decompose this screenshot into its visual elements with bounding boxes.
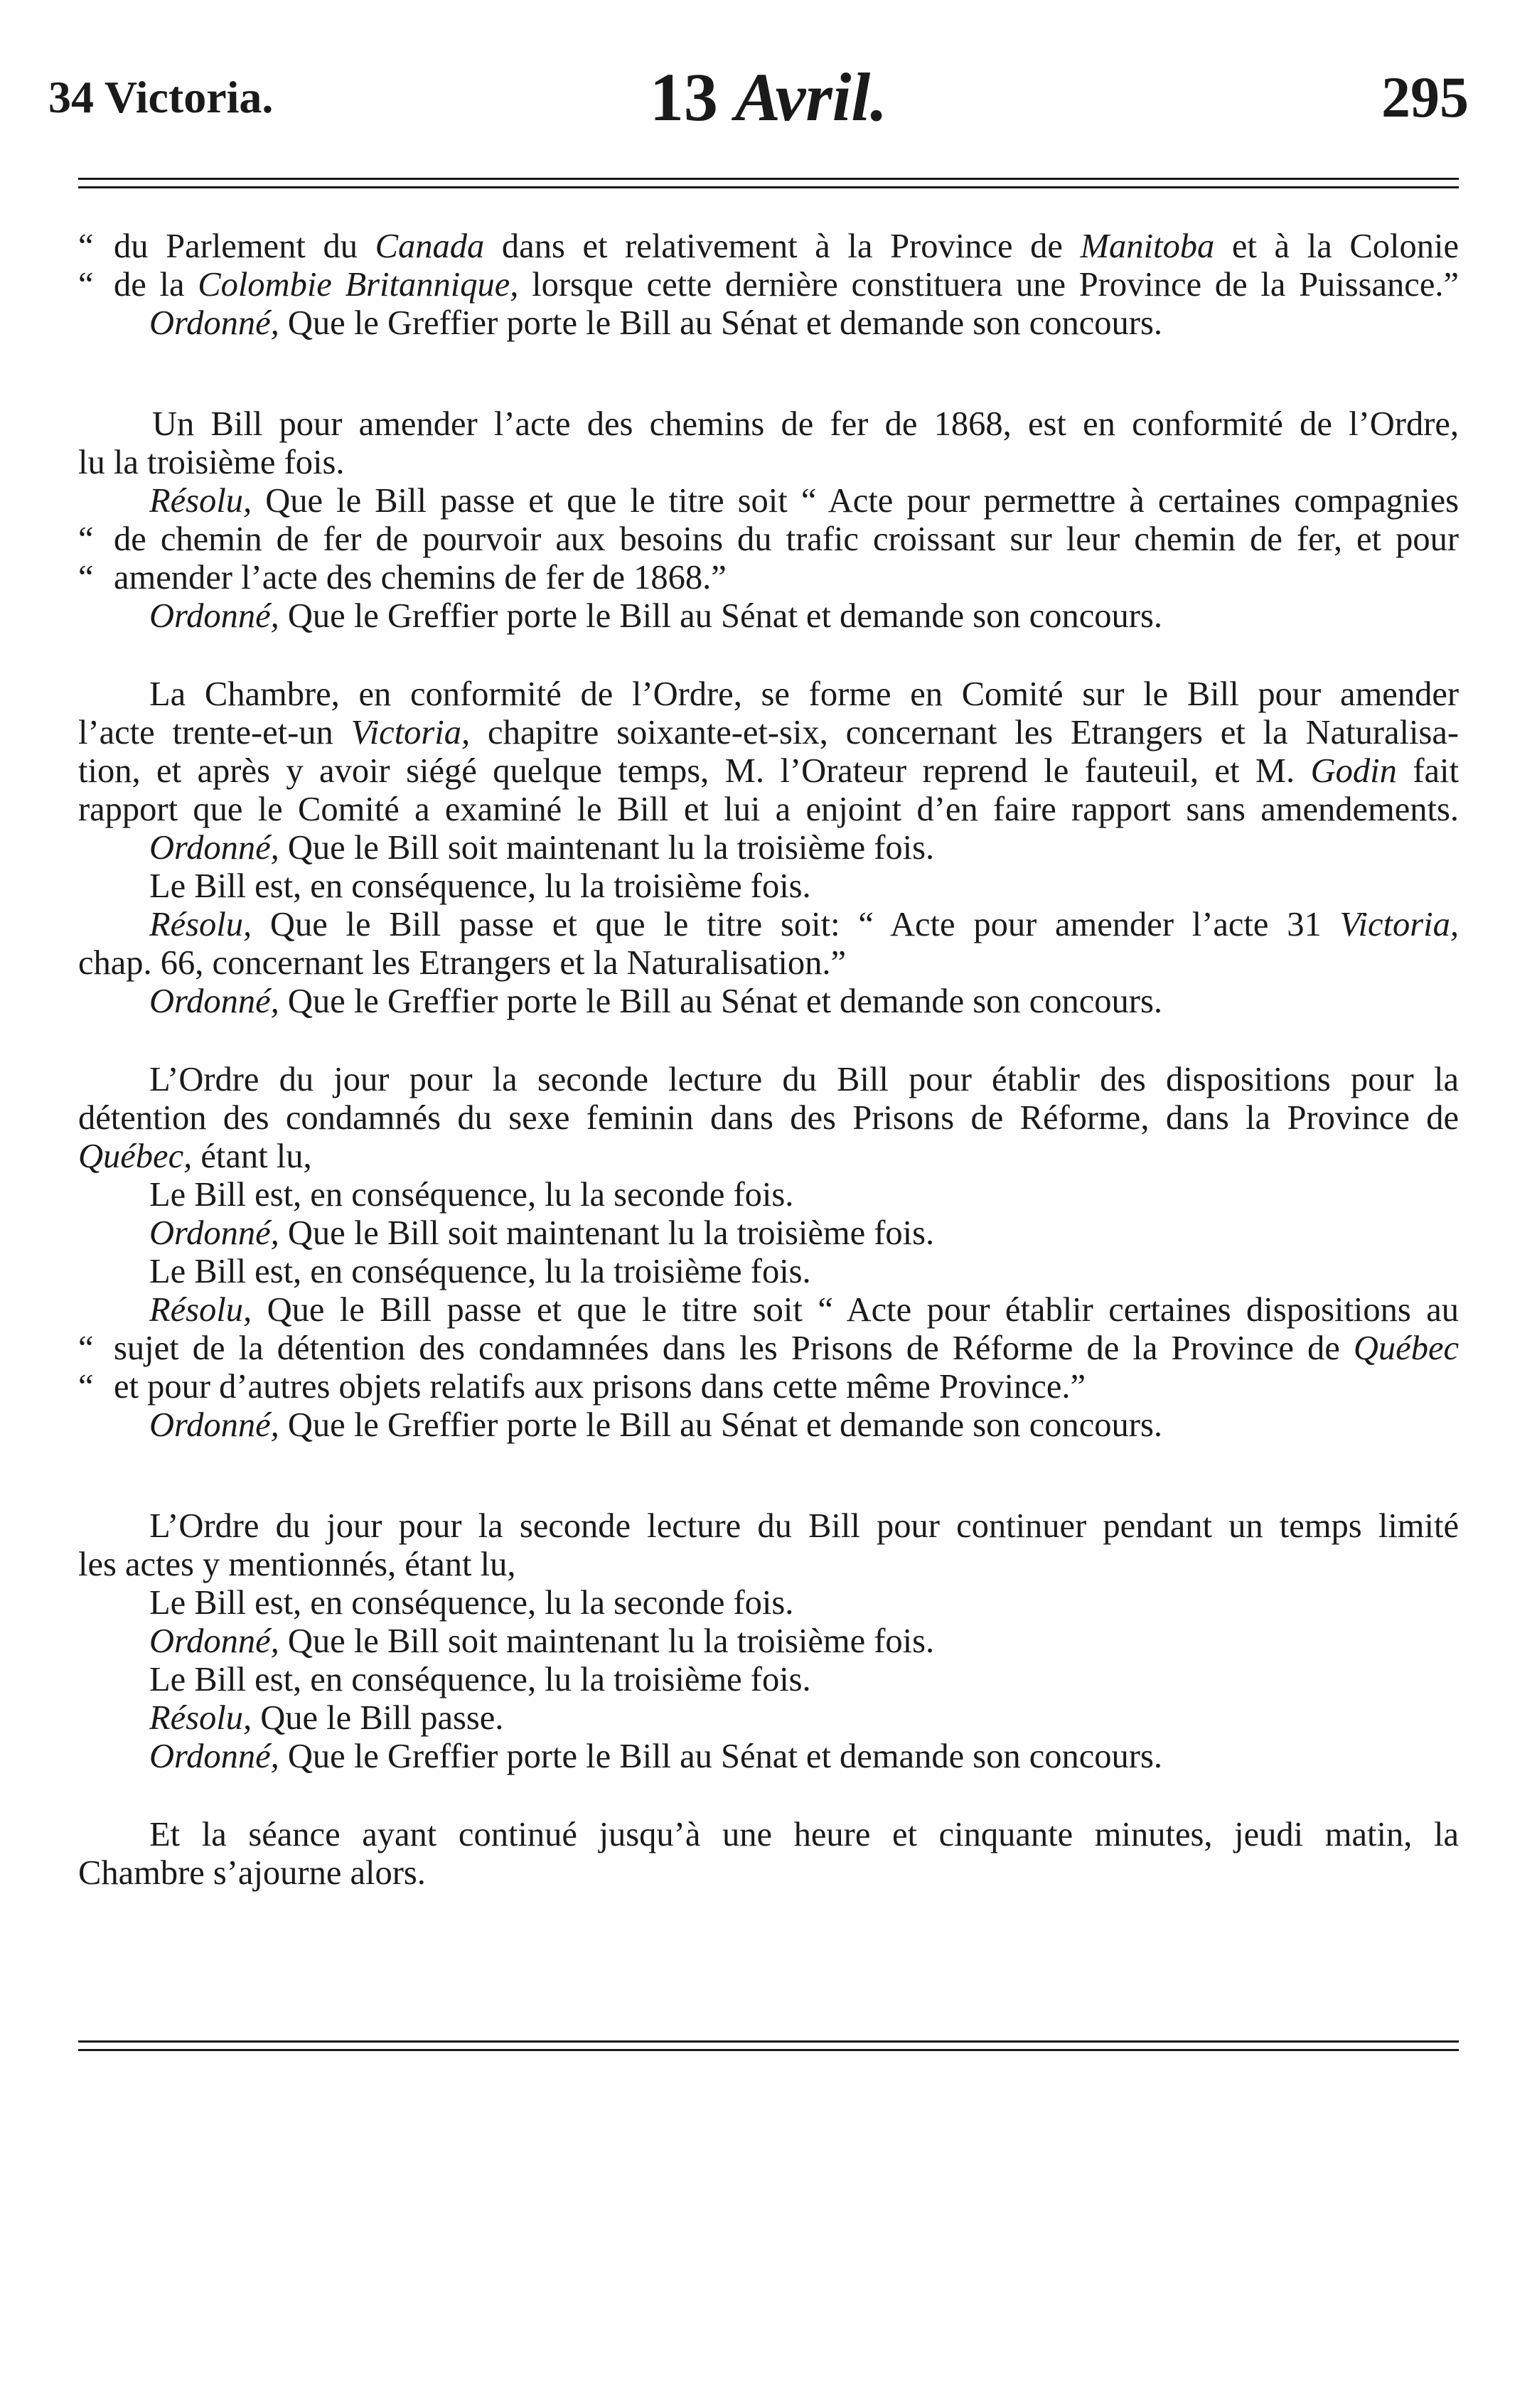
text-line: Le Bill est, en conséquence, lu la troisième fois. [149, 1661, 811, 1698]
page-body [78, 228, 1459, 1893]
text-line: Ordonné, Que le Greffier porte le Bill au Sénat et demande son concours. [149, 304, 1162, 342]
text-line: Ordonné, Que le Bill soit maintenant lu la troisième fois. [149, 1622, 935, 1660]
text-line: Et la séance ayant continué jusqu’à une heure et cinquante minutes, jeudi matin, la [149, 1816, 1459, 1853]
page-number: 295 [1381, 65, 1469, 129]
text-line: Le Bill est, en conséquence, lu la troisième fois. [149, 867, 811, 905]
text-line: “ du Parlement du Canada dans et relativement à la Province de Manitoba et à la Colonie [78, 228, 1459, 265]
text-line: L’Ordre du jour pour la seconde lecture du Bill pour établir des dispositions pour la [149, 1061, 1459, 1098]
header-date [0, 58, 1537, 137]
text-line: Ordonné, Que le Greffier porte le Bill au Sénat et demande son concours. [149, 597, 1162, 635]
text-line: tion, et après y avoir siégé quelque temps, M. l’Orateur reprend le fauteuil, et M. Godin fait [78, 752, 1459, 790]
text-line: Résolu, Que le Bill passe. [149, 1699, 504, 1737]
text-line: rapport que le Comité a examiné le Bill et lui a enjoint d’en faire rapport sans amendements. [78, 791, 1459, 828]
text-line: Le Bill est, en conséquence, lu la seconde fois. [149, 1584, 794, 1622]
text-line: “ sujet de la détention des condamnées dans les Prisons de Réforme de la Province de Québec [78, 1329, 1459, 1367]
text-line: Ordonné, Que le Bill soit maintenant lu la troisième fois. [149, 829, 935, 867]
header-rule-bottom [78, 186, 1459, 188]
text-line: La Chambre, en conformité de l’Ordre, se forme en Comité sur le Bill pour amender [149, 675, 1459, 713]
text-line: Ordonné, Que le Bill soit maintenant lu la troisième fois. [149, 1214, 935, 1252]
text-line: Le Bill est, en conséquence, lu la seconde fois. [149, 1176, 794, 1214]
header-session: 34 Victoria. [48, 72, 274, 122]
text-line: “ de la Colombie Britannique, lorsque cette dernière constituera une Province de la Puissance.” [78, 266, 1459, 304]
text-line: lu la troisième fois. [78, 444, 345, 481]
text-line: Chambre s’ajourne alors. [78, 1854, 426, 1892]
header-date-month: Avril. [734, 59, 888, 135]
text-line: Un Bill pour amender l’acte des chemins de fer de 1868, est en conformité de l’Ordre, [152, 405, 1459, 443]
text-line: “ de chemin de fer de pourvoir aux besoins du trafic croissant sur leur chemin de fer, et pour [78, 520, 1459, 558]
text-line: “ et pour d’autres objets relatifs aux prisons dans cette même Province.” [78, 1368, 1086, 1406]
header-rule-top [78, 178, 1459, 180]
text-line: chap. 66, concernant les Etrangers et la Naturalisation.” [78, 944, 847, 982]
text-line: les actes y mentionnés, étant lu, [78, 1546, 516, 1583]
footer-rule-bottom [78, 2049, 1459, 2051]
text-line: Ordonné, Que le Greffier porte le Bill au Sénat et demande son concours. [149, 1406, 1162, 1444]
text-line: Résolu, Que le Bill passe et que le titre soit “ Acte pour permettre à certaines compagnies [149, 482, 1459, 520]
text-line: Résolu, Que le Bill passe et que le titre soit: “ Acte pour amender l’acte 31 Victoria, [149, 906, 1459, 943]
text-line: détention des condamnés du sexe feminin dans des Prisons de Réforme, dans la Province de [78, 1099, 1459, 1137]
text-line: “ amender l’acte des chemins de fer de 1868.” [78, 559, 727, 596]
text-line: Le Bill est, en conséquence, lu la troisième fois. [149, 1253, 811, 1290]
text-line: Résolu, Que le Bill passe et que le titre soit “ Acte pour établir certaines dispositions au [149, 1291, 1459, 1329]
text-line: l’acte trente-et-un Victoria, chapitre soixante-et-six, concernant les Etrangers et la Naturalisa- [78, 714, 1459, 751]
text-line: Québec, étant lu, [78, 1138, 312, 1175]
header-date-day: 13 [649, 59, 718, 135]
text-line: L’Ordre du jour pour la seconde lecture du Bill pour continuer pendant un temps limité [149, 1507, 1459, 1545]
text-line: Ordonné, Que le Greffier porte le Bill au Sénat et demande son concours. [149, 1738, 1162, 1775]
text-line: Ordonné, Que le Greffier porte le Bill au Sénat et demande son concours. [149, 983, 1162, 1020]
footer-rule-top [78, 2040, 1459, 2043]
